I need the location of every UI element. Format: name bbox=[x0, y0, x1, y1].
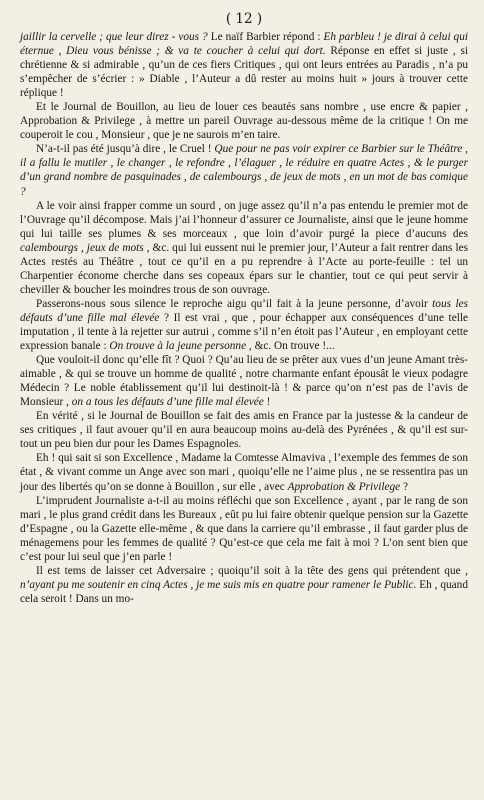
paragraph bbox=[20, 409, 468, 451]
italic-text: calembourgs , jeux de mots bbox=[20, 241, 144, 254]
italic-text: Approbation & Privilege bbox=[287, 480, 401, 493]
text-run: Que vouloit-il donc qu’elle fît ? Quoi ? Qu’au lieu de se prêter aux vues d’un jeune Amant très-aimable , & qui se trouve un homme de qualité , notre charmante enfant épousât le vieux podagre Médecin ? Le noble établissement qu’il lui destinoit-là ! & parce qu’on n’est pas de l’avis de Monsieur , bbox=[20, 354, 468, 409]
paragraph bbox=[20, 30, 468, 100]
paragraph bbox=[20, 297, 468, 353]
text-run: , &c. qui lui eussent nui le premier jour, l’Auteur a fait rentrer dans les Actes restés au Théâtre , tout ce qu’il en a pu reprendre à l’Acte au porte-feuille : tel un Charpentier économe cherche dans ses copeaux épars sur le chantier, tout ce qui peut servir à cheviller & boucher les moindres trous de son ouvrage. bbox=[20, 241, 468, 296]
text-run: Et le Journal de Bouillon, au lieu de louer ces beautés sans nombre , use encre & papier , Approbation & Privilege , à mettre un pareil Ouvrage au-dessous même de la critique ! On me couperoit le cou , Monsieur , que je ne saurois m’en taire. bbox=[20, 101, 468, 142]
italic-text: tous les défauts d’une fille mal élevée bbox=[20, 297, 468, 324]
text-run: Passerons-nous sous silence le reproche aigu qu’il fait à la jeune personne, d’avoir bbox=[36, 297, 433, 310]
page-number: ( 12 ) bbox=[225, 11, 263, 27]
italic-text: n’ayant pu me soutenir en cinq Actes , je me suis mis en quatre pour ramener le Public. bbox=[20, 578, 417, 591]
text-run: A le voir ainsi frapper comme un sourd , on juge assez qu’il n’a pas entendu le premier mot de l’Ouvrage qu’il décompose. Mais j’ai l’honneur d’assurer ce Journaliste, ainsi que le jeune homme qui lui taille ses plumes & ses morceaux , que loin d’avoir purgé la piece d’aucuns des bbox=[20, 199, 468, 240]
paragraph bbox=[20, 564, 468, 606]
page-body bbox=[20, 30, 468, 606]
italic-text: on a tous les défauts d’une fille mal élevée bbox=[71, 396, 264, 409]
paragraph bbox=[20, 353, 468, 409]
text-run: Il est tems de laisser cet Adversaire ; quoiqu’il soit à la tête des gens qui prétendent que , bbox=[36, 564, 468, 577]
text-run: Réponse en effet si juste , si chrétienne & si admirable , qu’un de ces fiers Critiques , qui ont leurs entrées au Paradis , n’a pu s’empêcher de s’écrier : » Diable , l’Auteur a dû rester au moins huit » jours à trouver cette réplique ! bbox=[20, 45, 469, 100]
text-run: ? Il est vrai , que , pour échapper aux conséquences d’une telle imputation , il tente à la rejetter sur autrui , comme s’il n’en étoit pas l’Auteur , en employant cette expression banale : bbox=[20, 311, 468, 353]
text-run: ! bbox=[263, 396, 271, 409]
text-run: En vérité , si le Journal de Bouillon se fait des amis en France par la justesse & la candeur de ses critiques , il faut avouer qu’il en aura beaucoup moins au-delà des Pyrénées , & qu’il est sur-tout un peu bien dur pour les Dames Espagnoles. bbox=[20, 410, 468, 451]
text-run: Eh , quand cela seroit ! Dans un mo- bbox=[20, 578, 468, 605]
italic-text: Eh parbleu ! je dirai à celui qui éternue , Dieu vous bénisse ; & va te coucher à celui qui dort. bbox=[20, 31, 468, 58]
text-run: L’imprudent Journaliste a-t-il au moins réfléchi que son Excellence , ayant , par le rang de son mari , le plus grand crédit dans les Bureaux , eût pu lui faire obtenir quelque pension sur la Gazette d’Espagne , ou la Gazette elle-même , & que dans la carriere qu’il embrasse , il faut garder plus de ménagemens pour les femmes de qualité ? Qu’est-ce que cela me fait à moi ? L’on sent bien que c’est pour lui seul que j’en parle ! bbox=[20, 494, 468, 563]
paragraph bbox=[20, 100, 468, 142]
text-run: , &c. On trouve !... bbox=[246, 340, 335, 353]
italic-text: On trouve à la jeune personne bbox=[109, 340, 247, 353]
text-run: N’a-t-il pas été jusqu’à dire , le Cruel ! bbox=[36, 143, 215, 156]
paragraph bbox=[20, 199, 468, 297]
text-run: ? bbox=[400, 480, 408, 493]
text-run: Eh ! qui sait si son Excellence , Madame la Comtesse Almaviva , l’exemple des femmes de son état , & vivant comme un Ange avec son mari , quoiqu’elle ne l’aime plus , ne se ressentira pas un jour des libertés qu’on se donne à Bouillon , sur elle , avec bbox=[20, 452, 468, 493]
paragraph bbox=[20, 494, 468, 564]
paragraph bbox=[20, 142, 468, 198]
italic-text: jaillir la cervelle ; que leur direz - vous ? bbox=[20, 31, 208, 43]
italic-text: Que pour ne pas voir expirer ce Barbier sur le Théâtre , il a fallu le mutiler , le changer , le refondre , l’élaguer , le réduire en quatre Actes , & le purger d’un grand nombre de pasquinades , de calembourgs , de jeux de mots , en un mot de bas comique ? bbox=[20, 143, 468, 198]
text-run: Le naïf Barbier répond : bbox=[207, 31, 324, 43]
paragraph bbox=[20, 451, 468, 493]
